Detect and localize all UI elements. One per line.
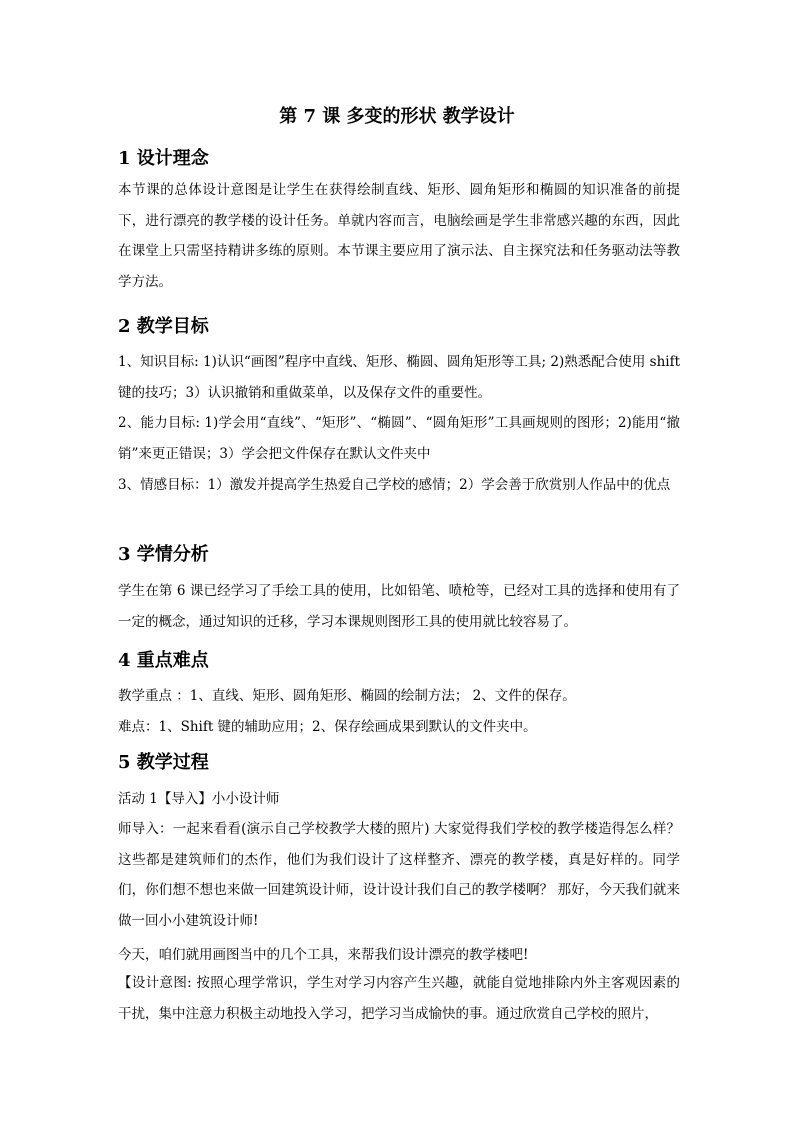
design-concept-paragraph: 本节课的总体设计意图是让学生在获得绘制直线、矩形、圆角矩形和椭圆的知识准备的前提下，进行漂亮的教学楼的设计任务。单就内容而言，电脑绘画是学生非常感兴趣的东西，因此在课堂上只需坚持精讲多练的原则。本节课主要应用了演示法、自主探究法和任务驱动法等教学方法。 <box>118 182 680 290</box>
document-title: 第 7 课 多变的形状 教学设计 <box>279 106 515 127</box>
goal-item-knowledge: 1、知识目标: 1)认识“画图”程序中直线、矩形、椭圆、圆角矩形等工具; 2)熟悉配合使用 shift 键的技巧；3）认识撤销和重做菜单，以及保存文件的重要性。 <box>118 354 680 401</box>
section-heading-teaching-process: 5 教学过程 <box>118 752 209 773</box>
design-intent-paragraph: 【设计意图: 按照心理学常识，学生对学习内容产生兴趣，就能自觉地排除内外主客观因素的干扰，集中注意力积极主动地投入学习，把学习当成愉快的事。通过欣赏自己学校的照片， <box>118 975 680 1022</box>
section-heading-key-points: 4 重点难点 <box>118 650 209 671</box>
section-heading-teaching-goals: 2 教学目标 <box>118 316 209 337</box>
teacher-intro-paragraph: 师导入：一起来看看(演示自己学校教学大楼的照片) 大家觉得我们学校的教学楼造得怎么样？ 这些都是建筑师们的杰作，他们为我们设计了这样整齐、漂亮的教学楼，真是好样的。同学们，你们想不想也来做一回建筑设计师，设计设计我们自己的教学楼啊？ 那好，今天我们就来做一回小小建筑设计师! <box>118 821 680 929</box>
student-analysis-paragraph: 学生在第 6 课已经学习了手绘工具的使用，比如铅笔、喷枪等，已经对工具的选择和使用有了一定的概念，通过知识的迁移，学习本课规则图形工具的使用就比较容易了。 <box>118 583 680 630</box>
goal-item-emotion: 3、情感目标：1）激发并提高学生热爱自己学校的感情；2）学会善于欣赏别人作品中的优点 <box>118 477 671 493</box>
activity-title: 活动 1【导入】小小设计师 <box>118 791 280 807</box>
section-heading-design-concept: 1 设计理念 <box>118 148 209 169</box>
key-points-line: 教学重点 ：1、直线、矩形、圆角矩形、椭圆的绘制方法； 2、文件的保存。 <box>118 688 576 704</box>
difficulties-line: 难点：1、Shift 键的辅助应用；2、保存绘画成果到默认的文件夹中。 <box>118 719 537 735</box>
section-heading-student-analysis: 3 学情分析 <box>118 544 209 565</box>
goal-item-ability: 2、能力目标: 1)学会用“直线”、“矩形”、“椭圆”、“圆角矩形”工具画规则的图形；2)能用“撤销”来更正错误；3）学会把文件保存在默认文件夹中 <box>118 415 680 462</box>
today-paragraph: 今天，咱们就用画图当中的几个工具，来帮我们设计漂亮的教学楼吧! <box>118 947 529 963</box>
